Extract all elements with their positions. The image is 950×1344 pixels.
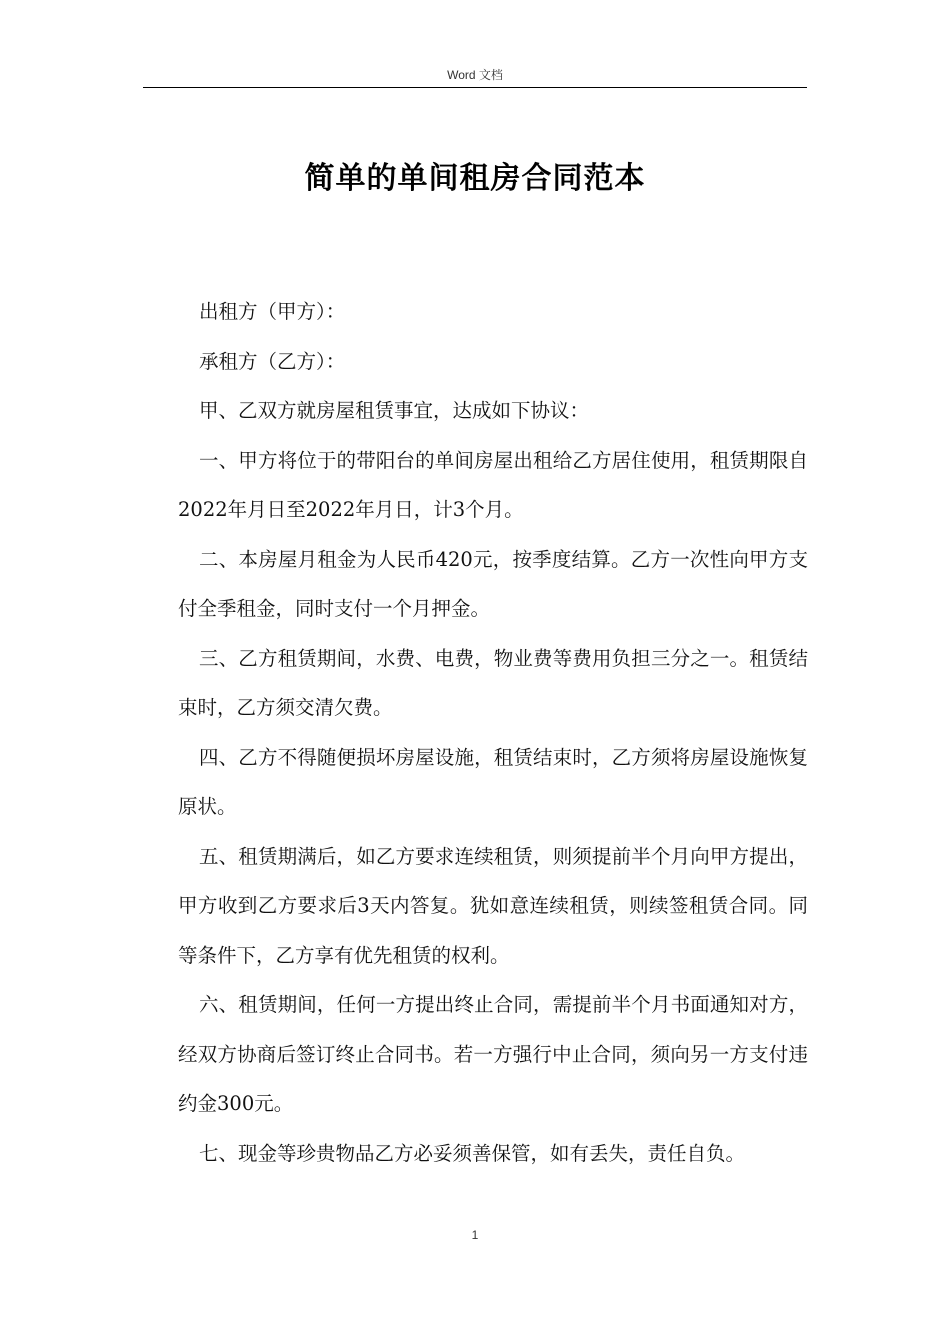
clause-6: 六、租赁期间，任何一方提出终止合同，需提前半个月书面通知对方，经双方协商后签订终止合同书。若一方强行中止合同，须向另一方支付违约金300元。	[178, 993, 808, 1115]
clause-3: 三、乙方租赁期间，水费、电费，物业费等费用负担三分之一。租赁结束时，乙方须交清欠费。	[178, 646, 808, 719]
document-title: 简单的单间租房合同范本	[304, 161, 646, 196]
page-header: Word 文档	[447, 68, 503, 82]
clause-7: 七、现金等珍贵物品乙方必妥须善保管，如有丢失，责任自负。	[199, 1141, 746, 1165]
document-body	[178, 287, 808, 1178]
clause-2: 二、本房屋月租金为人民币420元，按季度结算。乙方一次性向甲方支付全季租金，同时支付一个月押金。	[178, 547, 808, 620]
clause-4: 四、乙方不得随便损坏房屋设施，租赁结束时，乙方须将房屋设施恢复原状。	[178, 745, 808, 818]
header-divider	[143, 87, 807, 88]
page-number: 1	[471, 1228, 479, 1242]
party-b-line: 承租方（乙方）：	[199, 349, 346, 373]
agreement-intro: 甲、乙双方就房屋租赁事宜，达成如下协议：	[199, 399, 590, 422]
clause-1: 一、甲方将位于的带阳台的单间房屋出租给乙方居住使用，租赁期限自2022年月日至2022年月日，计3个月。	[178, 448, 808, 521]
party-a-line: 出租方（甲方）：	[199, 300, 346, 323]
clause-5: 五、租赁期满后，如乙方要求连续租赁，则须提前半个月向甲方提出，甲方收到乙方要求后3天内答复。犹如意连续租赁，则续签租赁合同。同等条件下，乙方享有优先租赁的权利。	[178, 844, 808, 967]
